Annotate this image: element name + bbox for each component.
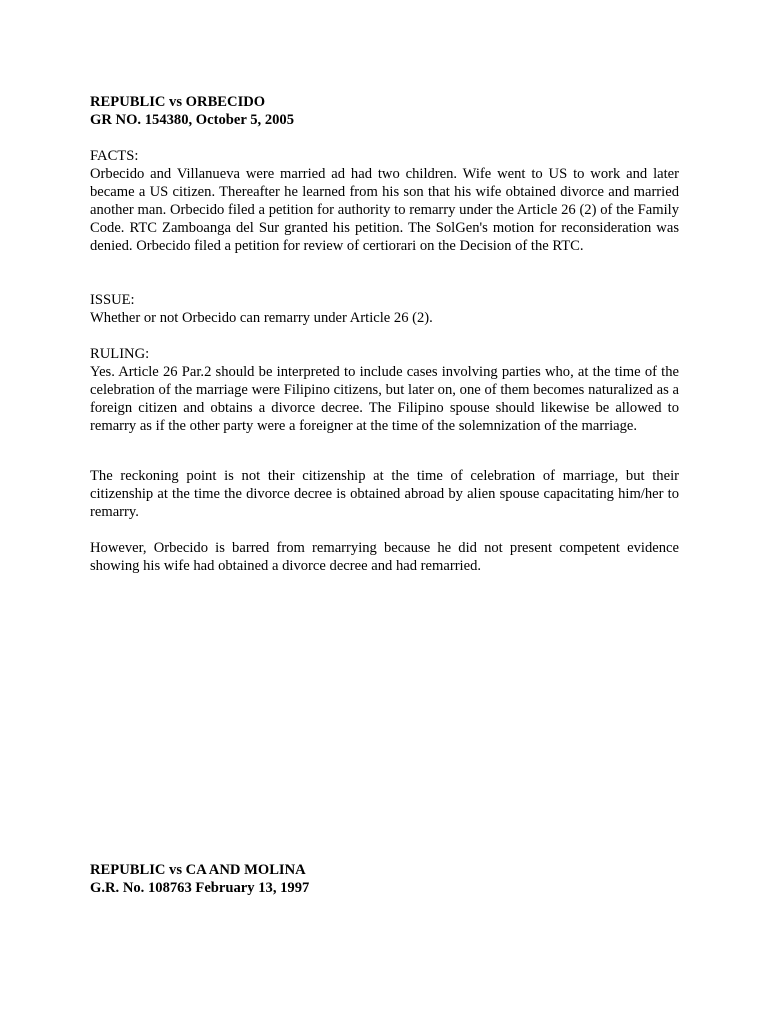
case-gr-number: G.R. No. 108763 February 13, 1997 [90,880,310,896]
case-heading-orbecido [90,93,679,129]
case-title: REPUBLIC vs ORBECIDO [90,94,266,110]
ruling-text: Yes. Article 26 Par.2 should be interpreted to include cases involving parties who, at the time of the celebration of the marriage were Filipino citizens, but later on, one of them becomes naturalized as a foreign citizen and obtains a divorce decree. The Filipino spouse should likewise be allowed to remarry as if the other party were a foreigner at the time of the solemnization of the marriage. [90,364,679,434]
ruling-label: RULING: [90,346,150,362]
however-text: However, Orbecido is barred from remarrying because he did not present competent evidence showing his wife had obtained a divorce decree and had remarried. [90,540,679,574]
case-heading-molina [90,861,679,897]
however-paragraph [90,539,679,575]
issue-label: ISSUE: [90,292,135,308]
issue-section [90,291,679,327]
reckoning-paragraph [90,467,679,521]
facts-text: Orbecido and Villanueva were married ad had two children. Wife went to US to work and later became a US citizen. Thereafter he learned from his son that his wife obtained divorce and married another man. Orbecido filed a petition for authority to remarry under the Article 26 (2) of the Family Code. RTC Zamboanga del Sur granted his petition. The SolGen's motion for reconsideration was denied. Orbecido filed a petition for review of certiorari on the Decision of the RTC. [90,166,679,254]
facts-label: FACTS: [90,148,139,164]
reckoning-text: The reckoning point is not their citizenship at the time of celebration of marriage, but their citizenship at the time the divorce decree is obtained abroad by alien spouse capacitating him/her to remarry. [90,468,679,520]
facts-section [90,147,679,255]
issue-text: Whether or not Orbecido can remarry under Article 26 (2). [90,310,433,326]
case-title: REPUBLIC vs CA AND MOLINA [90,862,306,878]
ruling-section [90,345,679,435]
case-gr-number: GR NO. 154380, October 5, 2005 [90,112,295,128]
